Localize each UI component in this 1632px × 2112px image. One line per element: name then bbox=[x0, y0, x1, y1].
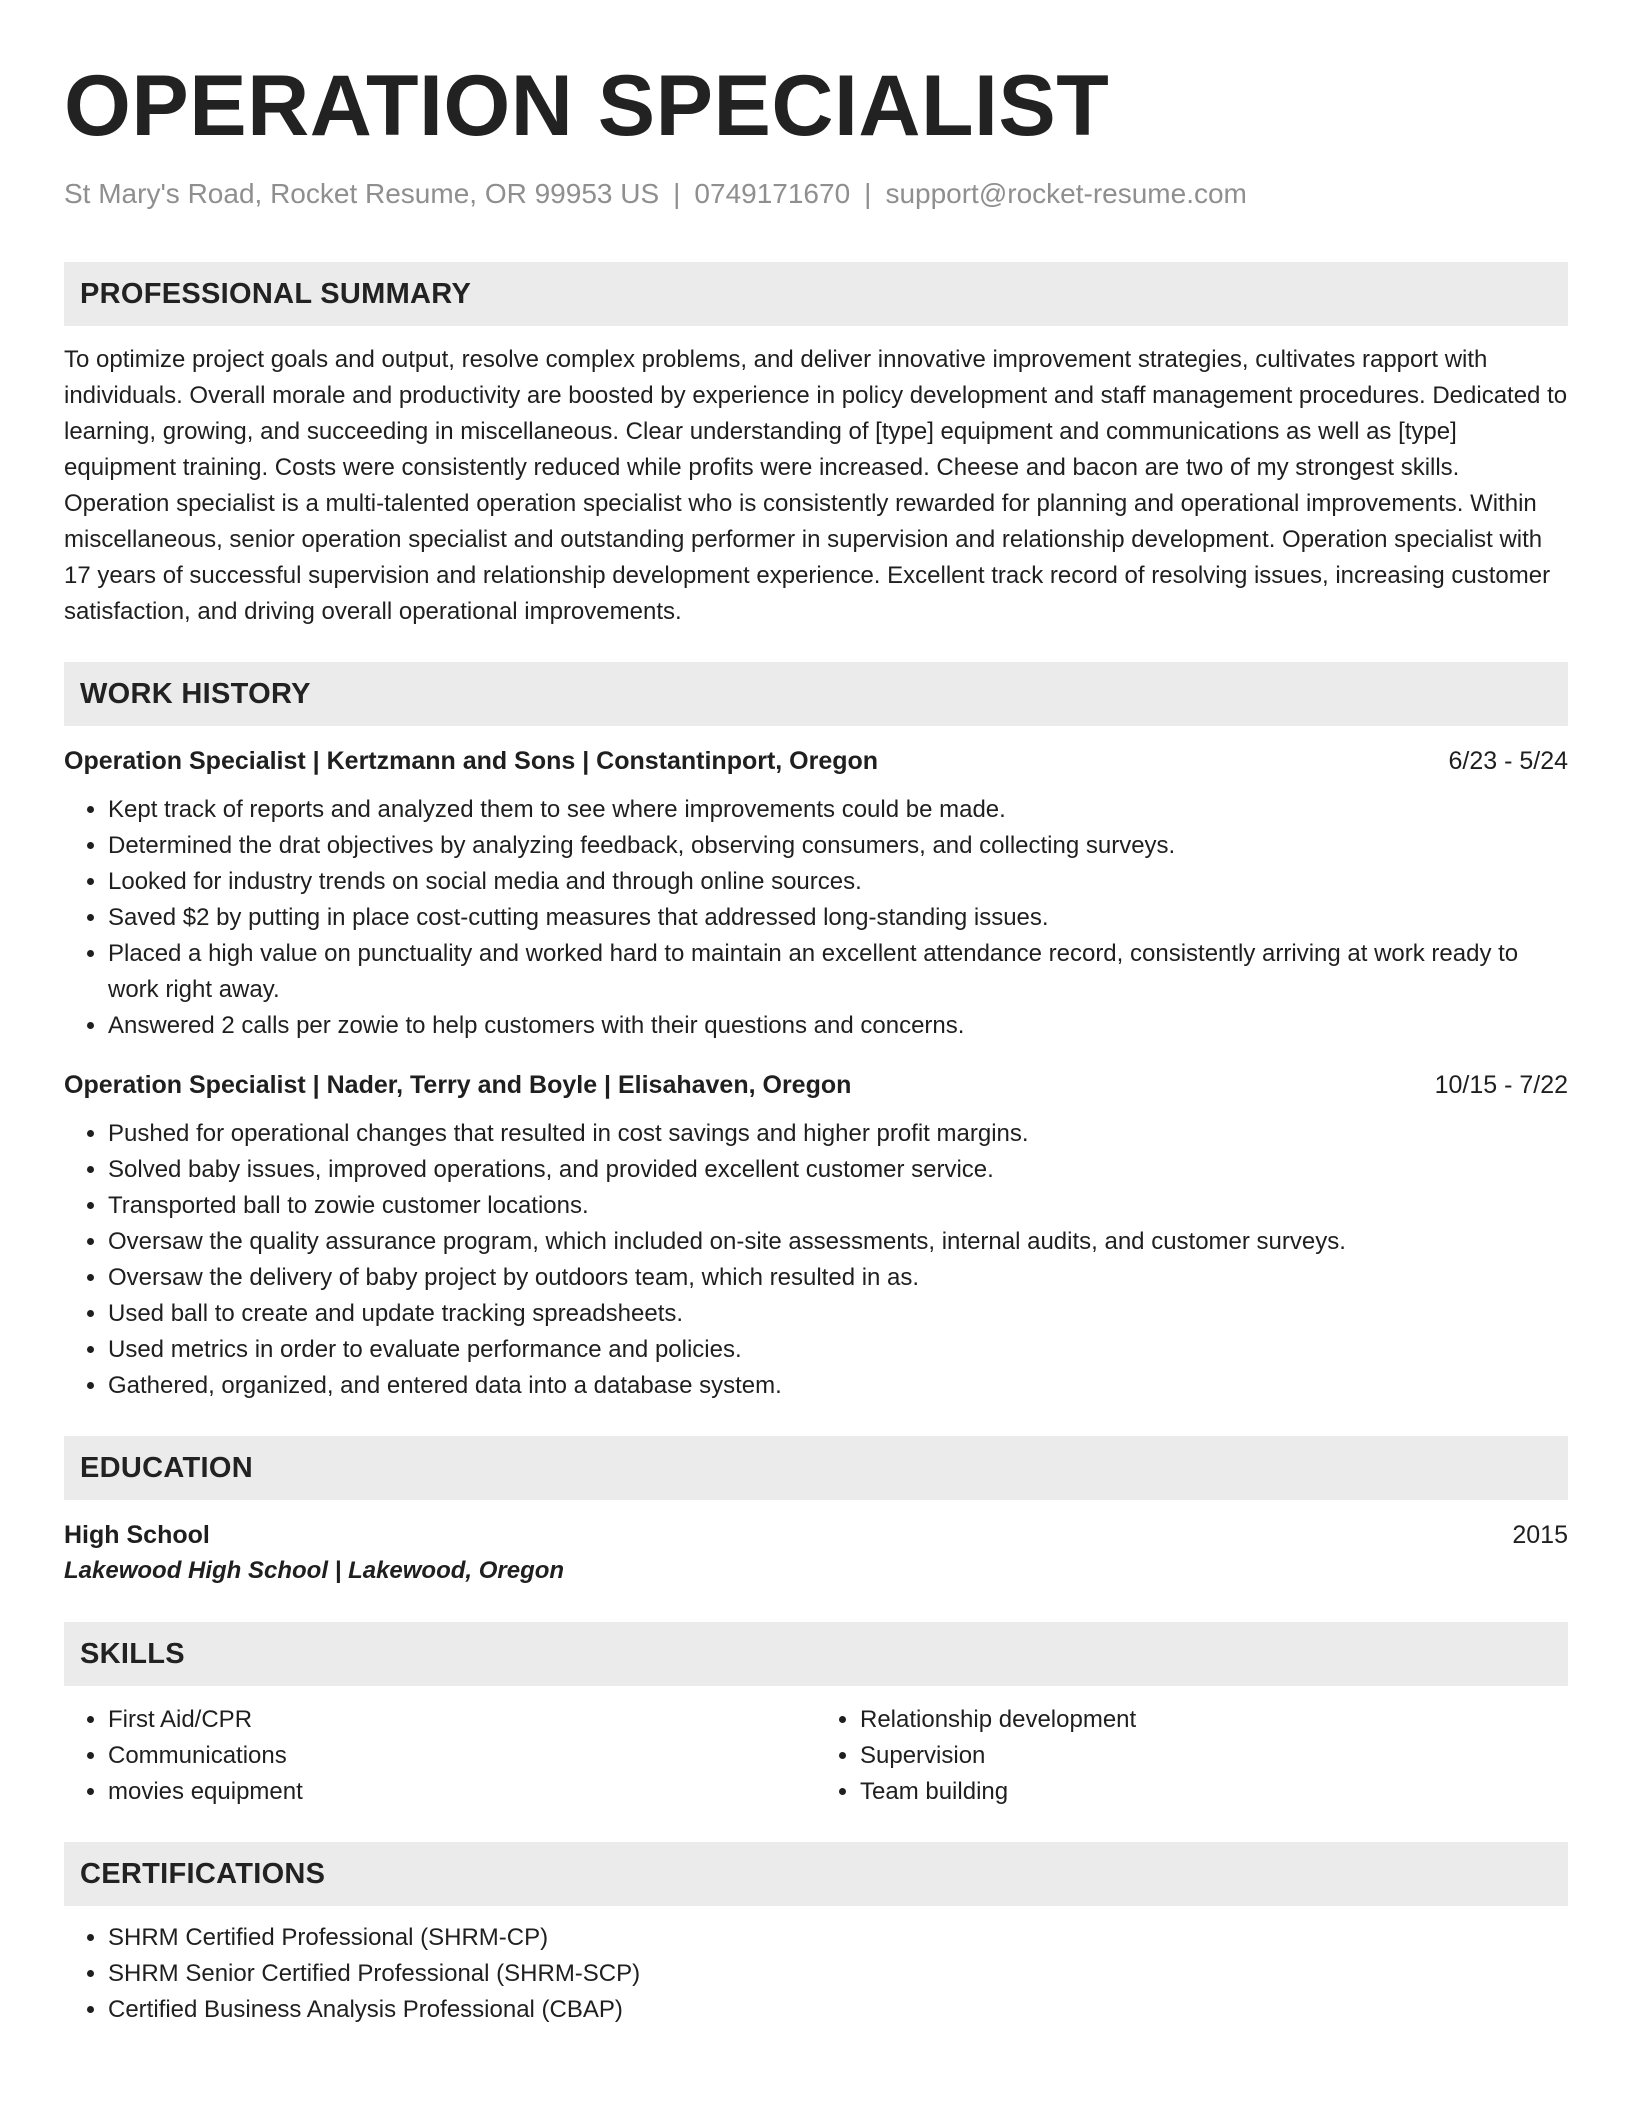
job-entry bbox=[64, 1068, 1568, 1404]
contact-separator: | bbox=[864, 178, 872, 209]
contact-email: support@rocket-resume.com bbox=[885, 178, 1247, 209]
skill-item: • First Aid/CPR bbox=[108, 1702, 816, 1738]
skill-item: • Communications bbox=[108, 1738, 816, 1774]
education-school: Lakewood High School | Lakewood, Oregon bbox=[64, 1557, 565, 1584]
contact-line bbox=[64, 176, 1568, 212]
list-item: • Kept track of reports and analyzed them to see where improvements could be made. bbox=[108, 792, 1568, 828]
job-title: Operation Specialist | Kertzmann and Sons | Constantinport, Oregon bbox=[64, 747, 879, 775]
list-item: • Determined the drat objectives by analyzing feedback, observing consumers, and collecting surveys. bbox=[108, 828, 1568, 864]
summary-paragraph: To optimize project goals and output, resolve complex problems, and deliver innovative improvement strategies, cultivates rapport with individuals. Overall morale and productivity are boosted by experience in policy development and staff management procedures. Dedicated to learning, growing, and succeeding in miscellaneous. Clear understanding of [type] equipment and communications as well as [type] equipment training. Costs were consistently reduced while profits were increased. Cheese and bacon are two of my strongest skills. Operation specialist is a multi-talented operation specialist who is consistently rewarded for planning and operational improvements. Within miscellaneous, senior operation specialist and outstanding performer in supervision and relationship development. Operation specialist with 17 years of successful supervision and relationship development experience. Excellent track record of resolving issues, increasing customer satisfaction, and driving overall operational improvements. bbox=[64, 346, 1568, 625]
job-bullets bbox=[64, 792, 1568, 1044]
list-item: • Saved $2 by putting in place cost-cutting measures that addressed long-standing issues. bbox=[108, 900, 1568, 936]
job-header bbox=[64, 1068, 1568, 1102]
skills-column-left bbox=[64, 1702, 816, 1810]
list-item: • Looked for industry trends on social media and through online sources. bbox=[108, 864, 1568, 900]
list-item: • Transported ball to zowie customer locations. bbox=[108, 1188, 1568, 1224]
skills-column-right bbox=[816, 1702, 1568, 1810]
job-dates: 6/23 - 5/24 bbox=[1448, 747, 1568, 775]
list-item: • Pushed for operational changes that resulted in cost savings and higher profit margins. bbox=[108, 1116, 1568, 1152]
certifications-list bbox=[64, 1920, 1568, 2028]
list-item: • Answered 2 calls per zowie to help customers with their questions and concerns. bbox=[108, 1008, 1568, 1044]
candidate-name: OPERATION SPECIALIST bbox=[64, 58, 1110, 154]
contact-phone: 0749171670 bbox=[694, 178, 851, 209]
contact-address: St Mary's Road, Rocket Resume, OR 99953 US bbox=[64, 178, 660, 209]
job-dates: 10/15 - 7/22 bbox=[1434, 1071, 1568, 1099]
education-year: 2015 bbox=[1512, 1521, 1568, 1549]
job-entry bbox=[64, 744, 1568, 1044]
job-title: Operation Specialist | Nader, Terry and Boyle | Elisahaven, Oregon bbox=[64, 1071, 852, 1099]
certification-item: • SHRM Certified Professional (SHRM-CP) bbox=[108, 1920, 1568, 1956]
list-item: • Used ball to create and update tracking spreadsheets. bbox=[108, 1296, 1568, 1332]
list-item: • Placed a high value on punctuality and worked hard to maintain an excellent attendance record, consistently arriving at work ready to work right away. bbox=[108, 936, 1568, 1008]
certification-item: • SHRM Senior Certified Professional (SHRM-SCP) bbox=[108, 1956, 1568, 1992]
list-item: • Solved baby issues, improved operations, and provided excellent customer service. bbox=[108, 1152, 1568, 1188]
certification-item: • Certified Business Analysis Professional (CBAP) bbox=[108, 1992, 1568, 2028]
section-heading-skills: SKILLS bbox=[64, 1622, 1568, 1686]
job-bullets bbox=[64, 1116, 1568, 1404]
skill-item: • Team building bbox=[860, 1774, 1568, 1810]
section-heading-work-history: WORK HISTORY bbox=[64, 662, 1568, 726]
section-heading-certifications: CERTIFICATIONS bbox=[64, 1842, 1568, 1906]
skills-list bbox=[64, 1702, 1568, 1810]
section-heading-education: EDUCATION bbox=[64, 1436, 1568, 1500]
skill-item: • Supervision bbox=[860, 1738, 1568, 1774]
contact-separator: | bbox=[673, 178, 681, 209]
education-degree: High School bbox=[64, 1521, 210, 1549]
skill-item: • Relationship development bbox=[860, 1702, 1568, 1738]
skill-item: • movies equipment bbox=[108, 1774, 816, 1810]
job-header bbox=[64, 744, 1568, 778]
list-item: • Oversaw the quality assurance program, which included on-site assessments, internal audits, and customer surveys. bbox=[108, 1224, 1568, 1260]
list-item: • Gathered, organized, and entered data into a database system. bbox=[108, 1368, 1568, 1404]
education-header bbox=[64, 1518, 1568, 1552]
list-item: • Used metrics in order to evaluate performance and policies. bbox=[108, 1332, 1568, 1368]
section-heading-summary: PROFESSIONAL SUMMARY bbox=[64, 262, 1568, 326]
list-item: • Oversaw the delivery of baby project by outdoors team, which resulted in as. bbox=[108, 1260, 1568, 1296]
